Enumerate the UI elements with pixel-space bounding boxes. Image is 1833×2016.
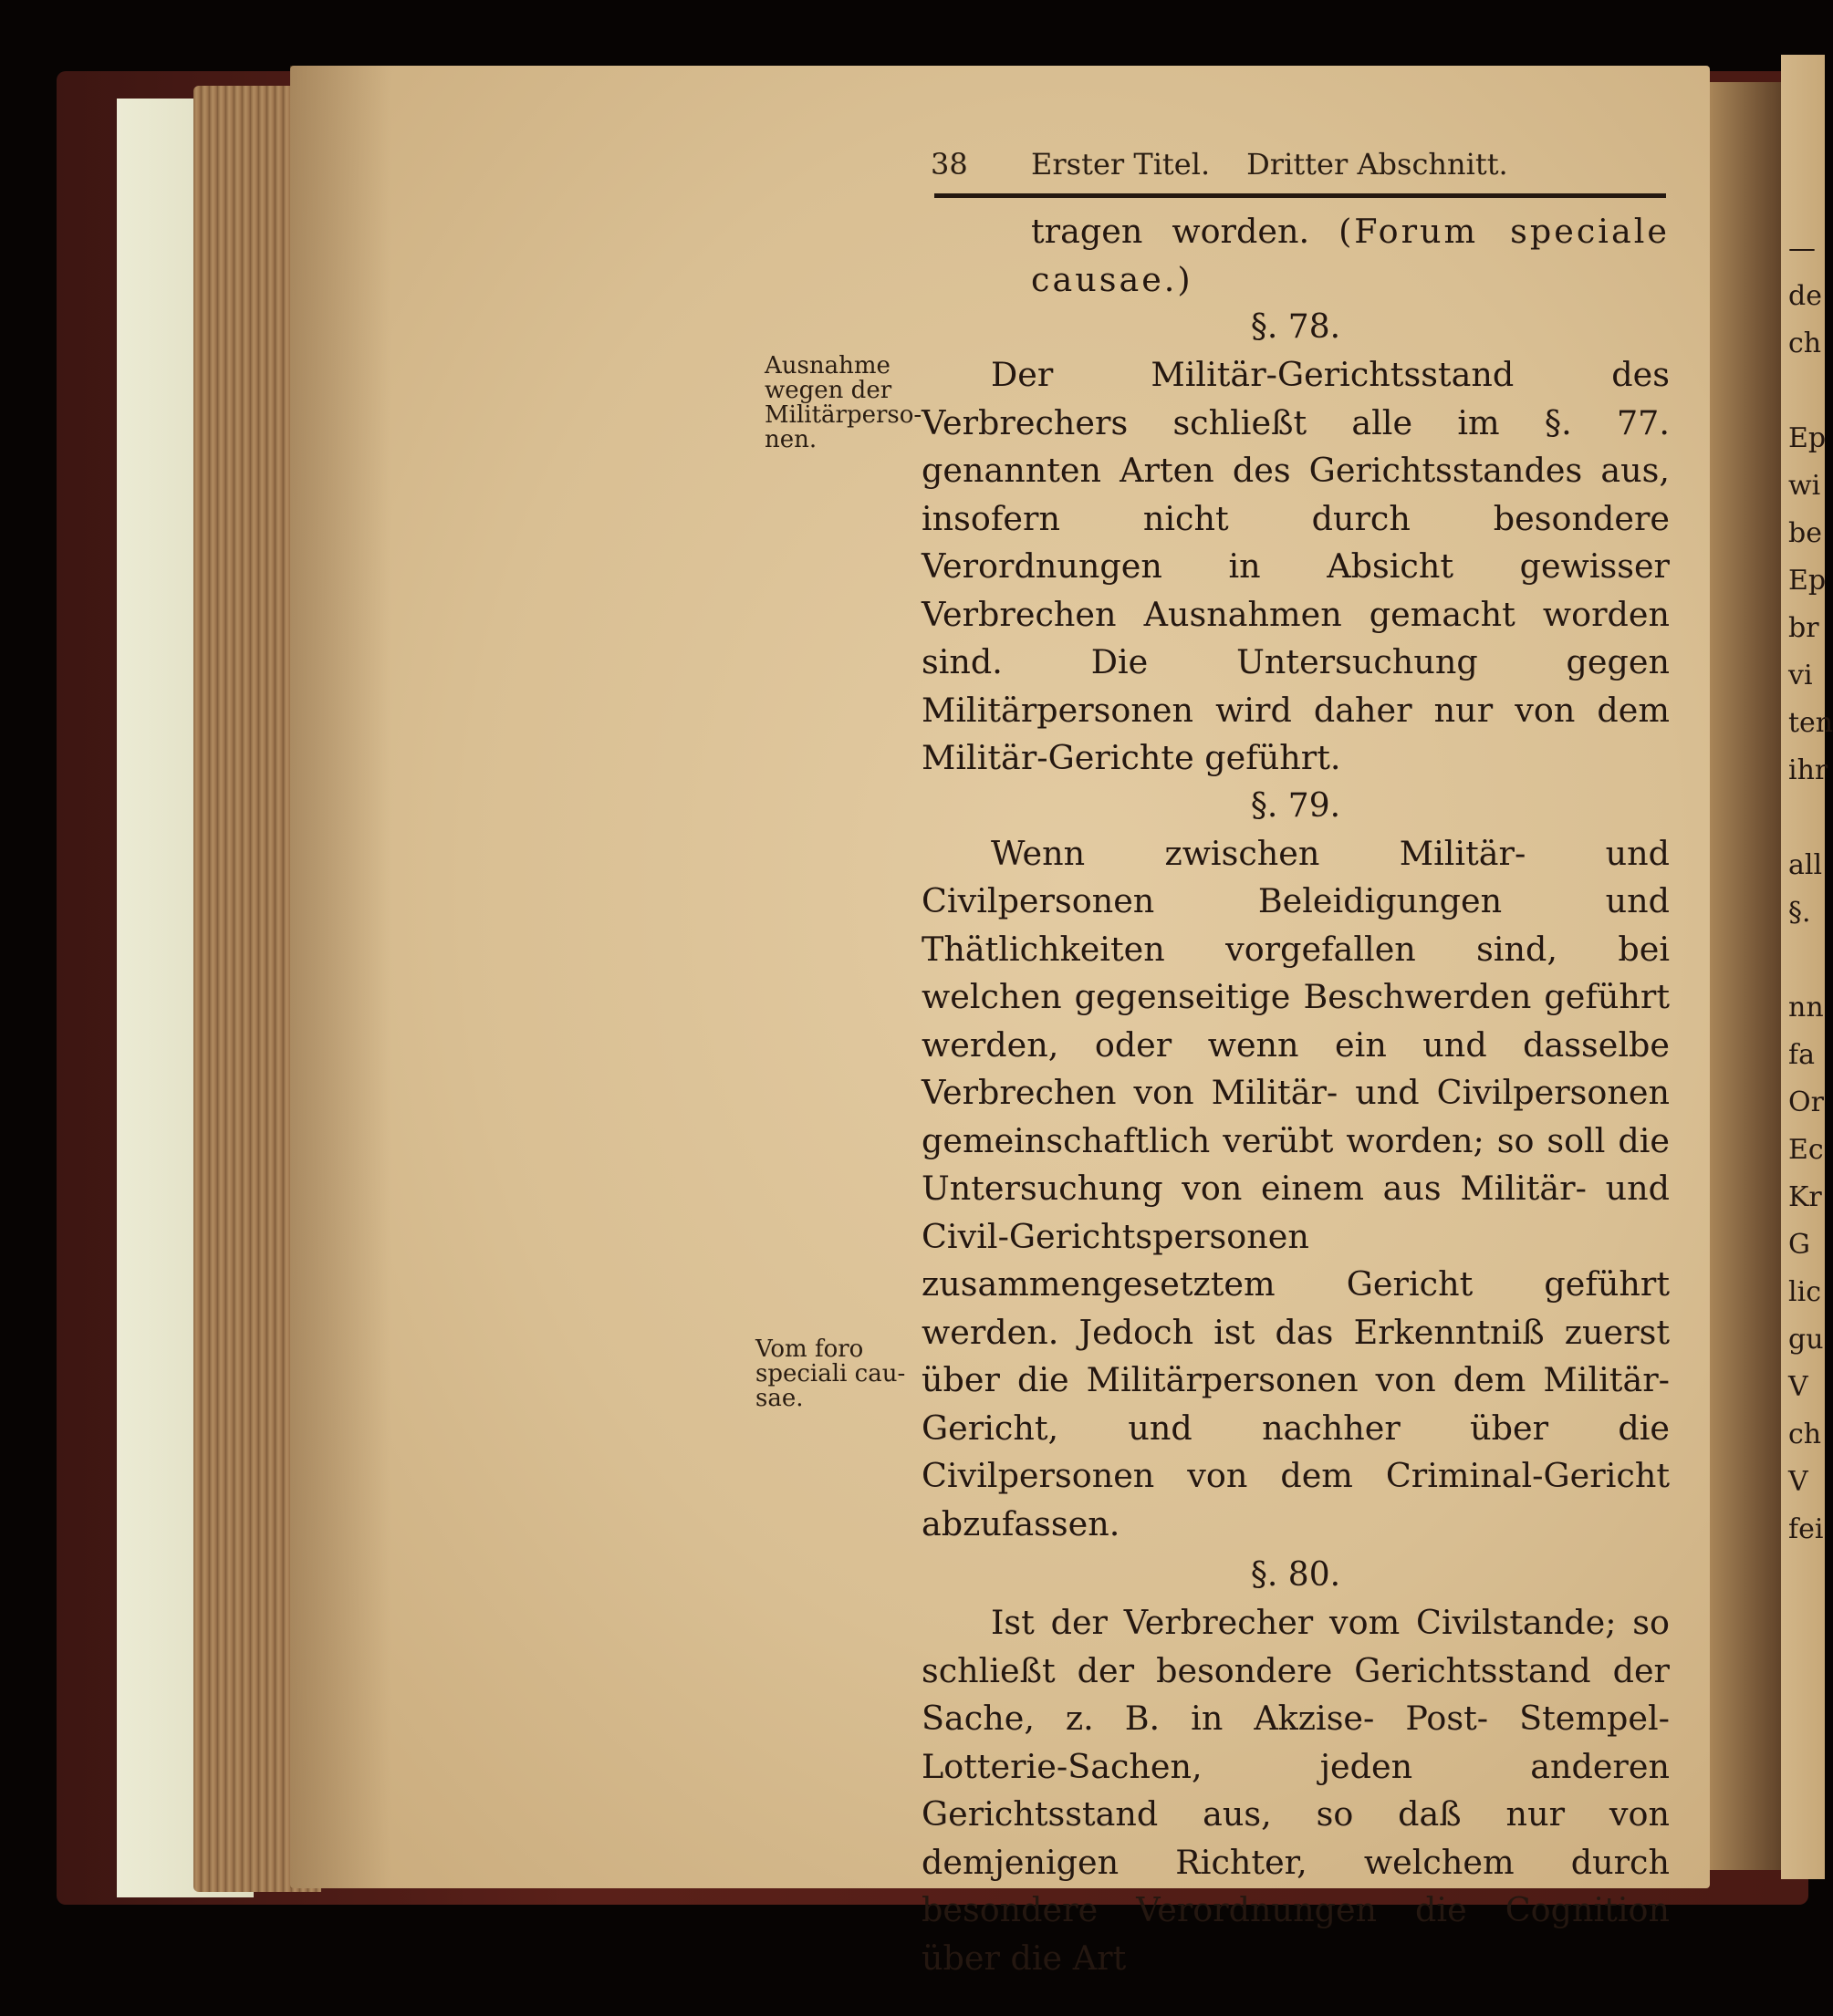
facing-page-fragment: V (1788, 1371, 1808, 1403)
facing-page-fragment: nn (1788, 992, 1824, 1024)
book-gutter (1710, 82, 1783, 1870)
facing-page-fragment: Or (1788, 1086, 1824, 1118)
margin-note-line: wegen der (765, 377, 892, 404)
facing-page-fragment: Ec (1788, 1134, 1824, 1166)
facing-page-fragment: all (1788, 849, 1823, 881)
section-text-79: Wenn zwischen Militär- und Civilpersonen Beleidigungen und Thätlichkeiten vorgefallen sind, bei welchen gegenseitige Beschwerden geführt werden, oder wenn ein und dasselbe Verbrechen von Militär- und Civilpersonen gemeinschaftlich verübt worden; so soll die Untersuchung von einem aus Militär- und Civil-Gerichtspersonen zusammengesetztem Gericht geführt werden. Jedoch ist das Erkenntniß zuerst über die Militärpersonen von dem Militär-Gericht, und nachher über die Civilpersonen von dem Criminal-Gericht abzufassen. (922, 833, 1670, 1543)
facing-page-fragment: de (1788, 280, 1822, 312)
facing-page-fragment: §. (1788, 897, 1811, 929)
facing-page-fragment: ch (1788, 1418, 1822, 1450)
section-heading-78: §. 78. (1250, 308, 1341, 346)
margin-note-line: sae. (755, 1385, 804, 1412)
facing-page-fragment: ten (1788, 707, 1833, 739)
section-title: Dritter Abschnitt. (1246, 147, 1508, 182)
header-rule (934, 193, 1666, 198)
continuation-latin: (Forum speciale causae.) (1031, 212, 1670, 299)
facing-page-fragment: G (1788, 1229, 1810, 1261)
facing-page-fragment: Ep (1788, 565, 1827, 597)
continuation-text (922, 208, 1670, 304)
margin-note-line: speciali cau- (755, 1360, 906, 1387)
section-heading-79: §. 79. (1250, 786, 1341, 825)
facing-page-fragment: lic (1788, 1276, 1821, 1308)
facing-page-fragment: be (1788, 517, 1822, 549)
facing-page-fragment: V (1788, 1466, 1808, 1498)
margin-note-line: Vom foro (755, 1335, 864, 1363)
facing-page-fragment: fa (1788, 1039, 1815, 1071)
facing-page-fragment: Kr (1788, 1181, 1822, 1213)
page-number: 38 (931, 147, 968, 182)
margin-note-line: Militärperso- (765, 401, 922, 429)
margin-note-line: Ausnahme (765, 352, 890, 379)
facing-page-fragment: vi (1788, 660, 1813, 691)
margin-note-ausnahme (765, 354, 929, 452)
running-header (931, 137, 1670, 192)
section-text-78: Der Militär-Gerichtsstand des Verbrechers schließt alle im §. 77. genannten Arten des Gerichtsstandes aus, insofern nicht durch besondere Verordnungen in Absicht gewisser Verbrechen Ausnahmen gemacht worden sind. Die Untersuchung gegen Militärpersonen wird daher nur von dem Militär-Gerichte geführt. (922, 355, 1670, 777)
facing-page-fragment: — (1788, 233, 1816, 265)
facing-page-fragment: br (1788, 612, 1819, 644)
facing-page-fragment: fei (1788, 1513, 1824, 1545)
running-title: Erster Titel. (1031, 147, 1211, 182)
facing-page-fragment: Ep (1788, 422, 1827, 454)
margin-note-line: nen. (765, 426, 818, 453)
page-shadow (290, 66, 391, 1888)
section-heading-80: §. 80. (1250, 1556, 1341, 1594)
facing-page-fragment: gu (1788, 1324, 1824, 1356)
margin-note-foro (755, 1337, 920, 1411)
facing-page-fragment: wi (1788, 470, 1821, 502)
continuation-german: tragen worden. (1031, 212, 1310, 251)
facing-page-fragment: ihr (1788, 754, 1828, 786)
section-text-80: Ist der Verbrecher vom Civilstande; so schließt der besondere Gerichtsstand der Sache, z. B. in Akzise- Post- Stempel- Lotterie-Sachen, jeden anderen Gerichtsstand aus, so daß nur von demjenigen Richter, welchem durch besondere Verordnungen die Cognition über die Art (922, 1603, 1670, 1978)
main-text-column (922, 208, 1670, 1982)
facing-page-fragment: ch (1788, 327, 1822, 359)
